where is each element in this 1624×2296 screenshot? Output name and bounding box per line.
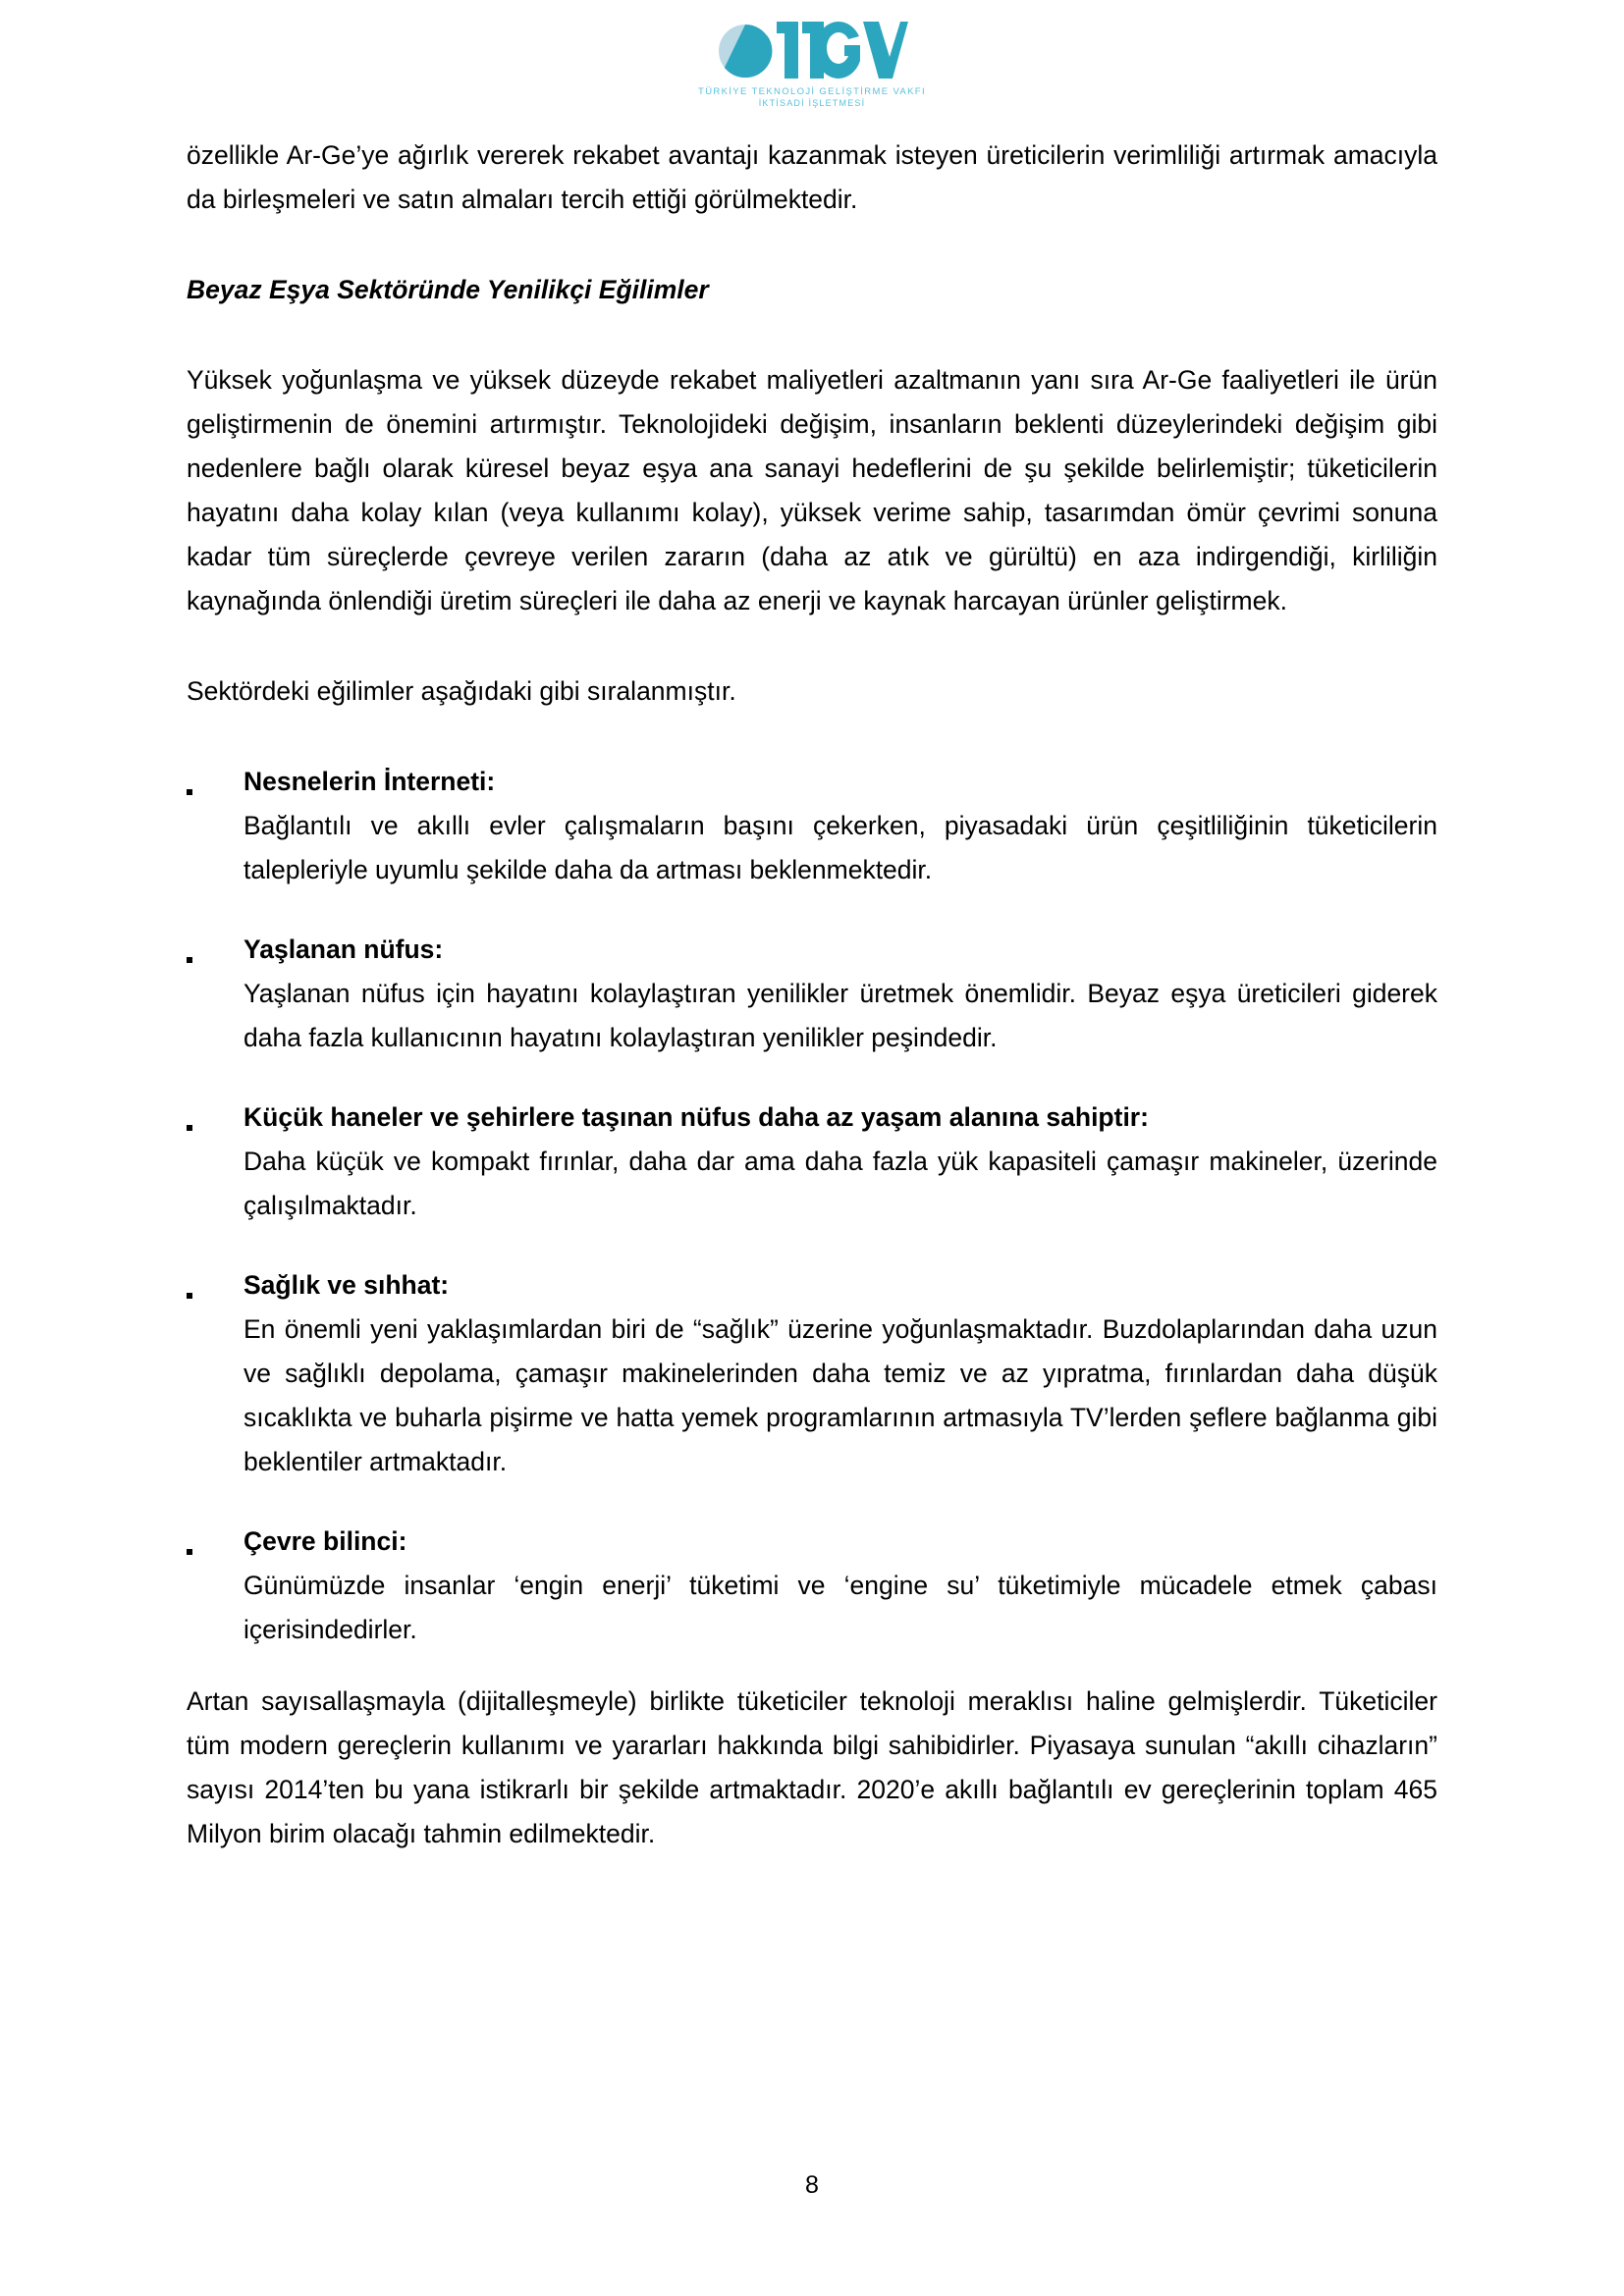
list-item-title: Sağlık ve sıhhat:: [244, 1270, 450, 1300]
list-item-title: Nesnelerin İnterneti:: [244, 767, 496, 796]
section-heading: Beyaz Eşya Sektöründe Yenilikçi Eğilimler: [187, 275, 709, 304]
bullet-dot-icon: [187, 789, 192, 795]
bullet-dot-icon: [187, 1293, 192, 1299]
spacer: [187, 312, 1437, 358]
ttgv-logo: [698, 16, 926, 108]
spacer: [187, 623, 1437, 669]
ttgv-logo-mark: [716, 16, 908, 84]
ttgv-logo-icon: [716, 18, 908, 82]
logo-subtitle-line1: TÜRKİYE TEKNOLOJİ GELİŞTİRME VAKFI: [698, 86, 926, 97]
spacer: [187, 222, 1437, 268]
bullet-dot-icon: [187, 957, 192, 963]
list-item: [187, 1263, 1437, 1484]
list-item: [187, 928, 1437, 1060]
list-item-body: Daha küçük ve kompakt fırınlar, daha dar ama daha fazla yük kapasiteli çamaşır makineler, üzerinde çalışılmaktadır.: [244, 1147, 1437, 1220]
list-item: [187, 760, 1437, 892]
bullet-dot-icon: [187, 1125, 192, 1131]
page-footer: [0, 2171, 1624, 2200]
spacer: [187, 1652, 1437, 1680]
bullet-dot-icon: [187, 1549, 192, 1555]
list-item: [187, 1520, 1437, 1652]
document-content: [187, 133, 1437, 1856]
logo-subtitle-line2: İKTİSADİ İŞLETMESİ: [758, 97, 866, 108]
trend-list: [187, 760, 1437, 1652]
list-item-title: Yaşlanan nüfus:: [244, 934, 444, 964]
list-item-body: En önemli yeni yaklaşımlardan biri de “sağlık” üzerine yoğunlaşmaktadır. Buzdolaplarından daha uzun ve sağlıklı depolama, çamaşır makinelerinden daha temiz ve az yıpratma, fırınlardan daha düşük sıcaklıkta ve buharla pişirme ve hatta yemek programlarının artmasıyla TV’lerden şeflere bağlanma gibi beklentiler artmaktadır.: [244, 1314, 1437, 1476]
list-item-body: Yaşlanan nüfus için hayatını kolaylaştıran yenilikler üretmek önemlidir. Beyaz eşya üreticileri giderek daha fazla kullanıcının hayatını kolaylaştıran yenilikler peşindedir.: [244, 979, 1437, 1052]
list-item: [187, 1095, 1437, 1228]
page-header: [0, 0, 1624, 108]
body-paragraph: Yüksek yoğunlaşma ve yüksek düzeyde rekabet maliyetleri azaltmanın yanı sıra Ar-Ge faaliyetleri ile ürün geliştirmenin de önemini artırmıştır. Teknolojideki değişim, insanların beklenti düzeylerindeki değişim gibi nedenlere bağlı olarak küresel beyaz eşya ana sanayi hedeflerini de şu şekilde belirlemiştir; tüketicilerin hayatını daha kolay kılan (veya kullanımı kolay), yüksek verime sahip, tasarımdan ömür çevrimi sonuna kadar tüm süreçlerde çevreye verilen zararın (daha az atık ve gürültü) en aza indirgendiği, kirliliğin kaynağında önlendiği üretim süreçleri ile daha az enerji ve kaynak harcayan ürünler geliştirmek.: [187, 365, 1437, 615]
list-item-body: Bağlantılı ve akıllı evler çalışmaların başını çekerken, piyasadaki ürün çeşitliliğinin tüketicilerin talepleriyle uyumlu şekilde daha da artması beklenmektedir.: [244, 811, 1437, 884]
closing-paragraph: Artan sayısallaşmayla (dijitalleşmeyle) birlikte tüketiciler teknoloji meraklısı haline gelmişlerdir. Tüketiciler tüm modern gereçlerin kullanımı ve yararları hakkında bilgi sahibidirler. Piyasaya sunulan “akıllı cihazların” sayısı 2014’ten bu yana istikrarlı bir şekilde artmaktadır. 2020’e akıllı bağlantılı ev gereçlerinin toplam 465 Milyon birim olacağı tahmin edilmektedir.: [187, 1686, 1437, 1848]
page-number: 8: [805, 2171, 819, 2199]
list-item-title: Küçük haneler ve şehirlere taşınan nüfus daha az yaşam alanına sahiptir:: [244, 1102, 1149, 1132]
list-item-body: Günümüzde insanlar ‘engin enerji’ tüketimi ve ‘engine su’ tüketimiyle mücadele etmek çabası içerisindedirler.: [244, 1571, 1437, 1644]
list-lead-paragraph: Sektördeki eğilimler aşağıdaki gibi sıralanmıştır.: [187, 676, 736, 706]
spacer: [187, 714, 1437, 760]
list-item-title: Çevre bilinci:: [244, 1526, 407, 1556]
intro-paragraph: özellikle Ar-Ge’ye ağırlık vererek rekabet avantajı kazanmak isteyen üreticilerin verimliliği artırmak amacıyla da birleşmeleri ve satın almaları tercih ettiği görülmektedir.: [187, 140, 1437, 214]
